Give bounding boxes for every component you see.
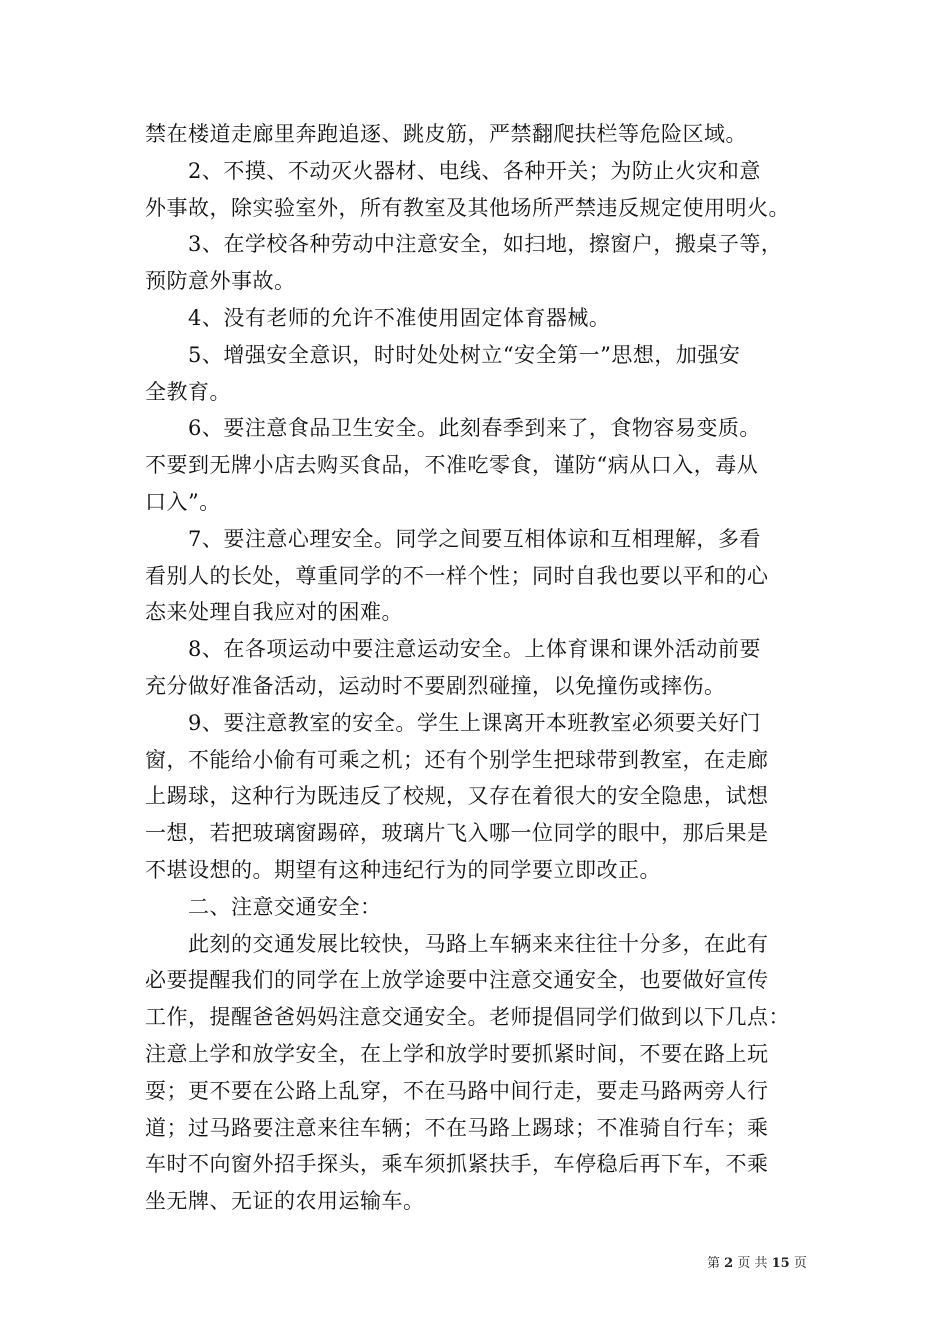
footer-suffix: 页 — [793, 1256, 807, 1271]
text-line: 预防意外事故。 — [145, 269, 296, 294]
text-line: 不要到无牌小店去购买食品，不准吃零食，谨防“病从口入，毒从 — [145, 453, 759, 478]
text-line: 禁在楼道走廊里奔跑追逐、跳皮筋，严禁翻爬扶栏等危险区域。 — [145, 122, 747, 146]
text-line: 坐无牌、无证的农用运输车。 — [145, 1189, 425, 1214]
text-line: 7、要注意心理安全。同学之间要互相体谅和互相理解，多看 — [188, 526, 761, 551]
text-line: 此刻的交通发展比较快，马路上车辆来来往往十分多，在此有 — [188, 931, 769, 956]
total-page-count: 15 — [771, 1256, 790, 1271]
text-line: 态来处理自我应对的困难。 — [145, 600, 403, 625]
footer-middle: 页 共 — [737, 1256, 768, 1271]
text-line: 9、要注意教室的安全。学生上课离开本班教室必须要关好门 — [188, 710, 761, 735]
text-line: 耍；更不要在公路上乱穿，不在马路中间行走，要走马路两旁人行 — [145, 1078, 769, 1103]
current-page-number: 2 — [724, 1256, 734, 1271]
text-line: 必要提醒我们的同学在上放学途要中注意交通安全，也要做好宣传 — [145, 968, 769, 993]
footer-prefix: 第 — [707, 1256, 721, 1271]
text-line: 工作，提醒爸爸妈妈注意交通安全。老师提倡同学们做到以下几点： — [145, 1005, 790, 1030]
text-line: 充分做好准备活动，运动时不要剧烈碰撞，以免撞伤或摔伤。 — [145, 673, 726, 698]
body-text — [145, 116, 810, 1220]
page-number-label — [707, 1252, 807, 1271]
text-line: 全教育。 — [145, 379, 231, 404]
text-line: 8、在各项运动中要注意运动安全。上体育课和课外活动前要 — [188, 637, 761, 662]
text-line: 外事故，除实验室外，所有教室及其他场所严禁违反规定使用明火。 — [145, 195, 790, 220]
text-line: 3、在学校各种劳动中注意安全，如扫地，擦窗户，搬桌子等， — [188, 232, 783, 257]
text-line: 4、没有老师的允许不准使用固定体育器械。 — [188, 305, 611, 330]
text-line: 5、增强安全意识，时时处处树立“安全第一”思想，加强安 — [188, 342, 741, 367]
text-line: 2、不摸、不动灭火器材、电线、各种开关；为防止火灾和意 — [188, 158, 761, 183]
page-footer — [0, 1252, 950, 1272]
text-line: 看别人的长处，尊重同学的不一样个性；同时自我也要以平和的心 — [145, 563, 769, 588]
text-line: 不堪设想的。期望有这种违纪行为的同学要立即改正。 — [145, 857, 661, 882]
text-line: 6、要注意食品卫生安全。此刻春季到来了，食物容易变质。 — [188, 416, 761, 441]
text-line: 上踢球，这种行为既违反了校规，又存在着很大的安全隐患，试想 — [145, 784, 769, 809]
text-line: 一想，若把玻璃窗踢碎，玻璃片飞入哪一位同学的眼中，那后果是 — [145, 821, 769, 846]
text-line: 二、注意交通安全： — [188, 894, 382, 919]
text-line: 窗，不能给小偷有可乘之机；还有个别学生把球带到教室，在走廊 — [145, 747, 769, 772]
text-line: 口入”。 — [145, 489, 221, 514]
text-line: 车时不向窗外招手探头，乘车须抓紧扶手，车停稳后再下车，不乘 — [145, 1152, 769, 1177]
text-line: 道；过马路要注意来往车辆；不在马路上踢球；不准骑自行车；乘 — [145, 1115, 769, 1140]
text-line: 注意上学和放学安全，在上学和放学时要抓紧时间，不要在路上玩 — [145, 1041, 769, 1066]
